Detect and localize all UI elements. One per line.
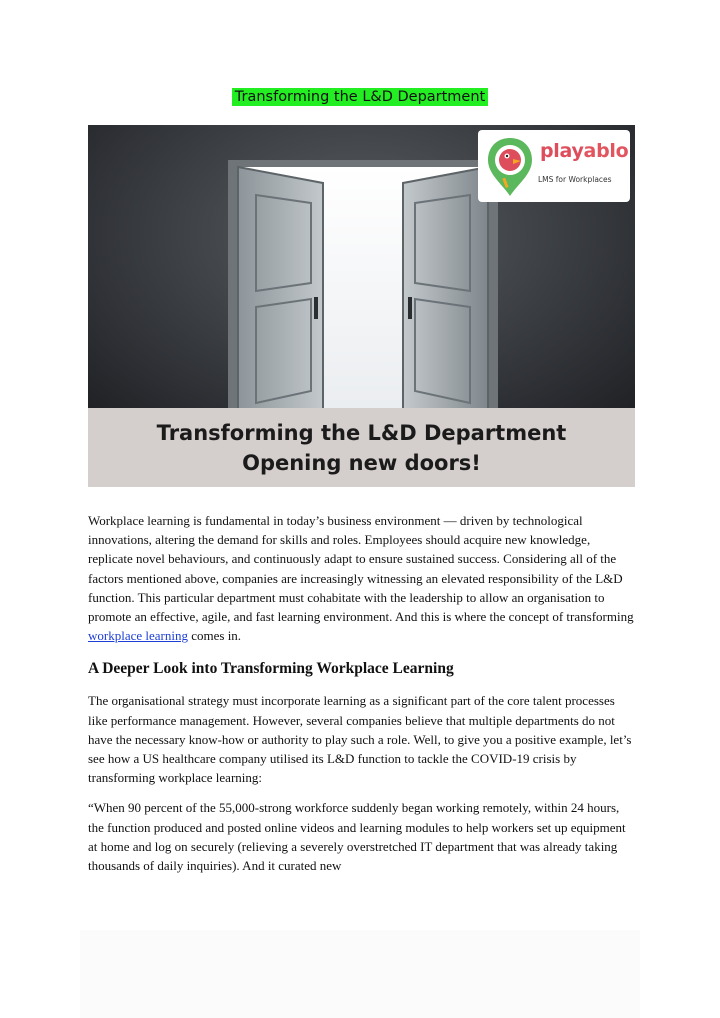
paragraph-quote: “When 90 percent of the 55,000-strong workforce suddenly began working remotely, within 24 hours, the function produced and posted online videos and learning modules to help workers set up equipment at home and log on securely (relieving a severely overstretched IT department that was already taking thousands of daily inquiries). And it curated new [88, 800, 626, 874]
hero-caption [88, 408, 635, 487]
section-heading: A Deeper Look into Transforming Workplace Learning [88, 660, 454, 678]
workplace-learning-link[interactable]: workplace learning [88, 628, 188, 644]
page-title-wrap [0, 88, 720, 106]
hero-image [88, 125, 635, 487]
hero-caption-line1: Transforming the L&D Department [156, 420, 567, 445]
intro-paragraph [88, 511, 636, 645]
logo-wordmark-ablo: ablo [583, 140, 629, 162]
page-title: Transforming the L&D Department [232, 88, 488, 106]
playablo-logo [478, 130, 630, 202]
article-body [88, 511, 636, 886]
logo-wordmark [540, 140, 628, 162]
intro-text-part1: Workplace learning is fundamental in today’s business environment — driven by technological innovations, altering the demand for skills and roles. Employees should acquire new knowledge, replicate novel behaviours, and continuously adapt to ensure sustained success. Considering all of the factors mentioned above, companies are increasingly witnessing an elevated responsibility of the L&D function. This particular department must cohabitate with the leadership to allow an organisation to promote an effective, agile, and fast learning environment. And this is where the concept of transforming [88, 513, 634, 625]
intro-text-part2: comes in. [187, 628, 242, 644]
hero-caption-line2: Opening new doors! [242, 450, 481, 475]
paragraph-strategy: The organisational strategy must incorporate learning as a significant part of the core talent processes like performance management. However, several companies believe that multiple departments do not have the necessary know-how or authority to play such a role. Well, to give you a positive example, let’s see how a US healthcare company utilised its L&D function to tackle the COVID-19 crisis by transforming workplace learning: [88, 693, 632, 786]
page-bottom-blank [80, 930, 640, 1018]
logo-tagline: LMS for Workplaces [538, 175, 612, 184]
logo-wordmark-play: play [540, 140, 584, 162]
pin-mascot-icon [480, 130, 540, 202]
